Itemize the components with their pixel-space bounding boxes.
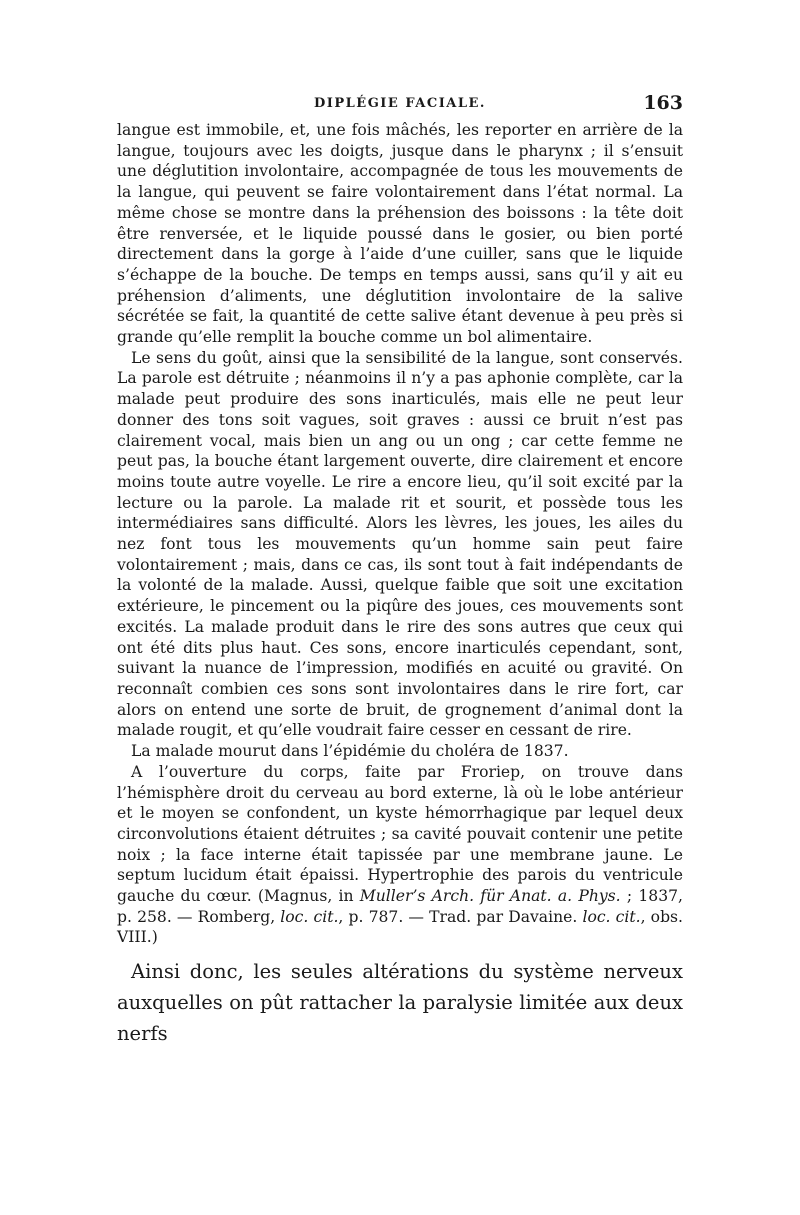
paragraph-speech: Le sens du goût, ainsi que la sensibilité de la langue, sont conservés. La parole est détruite ; néanmoins il n’y a pas aphonie complète, car la malade peut produire des sons inarticulés, mais elle ne peut leur donner des tons soit vagues, soit graves : aussi ce bruit n’est pas clairement vocal, mais bien un ang ou un ong ; car cette femme ne peut pas, la bouche étant largement ouverte, dire clairement et encore moins toute autre voyelle. Le rire a encore lieu, qu’il soit excité par la lecture ou la parole. La malade rit et sourit, et possède tous les intermédiaires sans difficulté. Alors les lèvres, les joues, les ailes du nez font tous les mouvements qu’un homme sain peut faire volontairement ; mais, dans ce cas, ils sont tout à fait indépendants de la volonté de la malade. Aussi, quelque faible que soit une excitation extérieure, le pincement ou la piqûre des joues, ces mouvements sont excités. La malade produit dans le rire des sons autres que ceux qui ont été dits plus haut. Ces sons, encore inarticulés cependant, sont, suivant la nuance de l’impression, modifiés en acuité ou gravité. On reconnaît combien ces sons sont involontaires dans le rire fort, car alors on entend une sorte de bruit, de grognement d’animal dont la malade rougit, et qu’elle voudrait faire cesser en cessant de rire.	[117, 348, 683, 740]
paragraph-autopsy	[117, 762, 683, 948]
paragraph-continuation: langue est immobile, et, une fois mâchés, les reporter en arrière de la langue, toujours avec les doigts, jusque dans le pharynx ; il s’ensuit une déglutition involontaire, accompagnée de tous les mouvements de la langue, qui peuvent se faire volontairement dans l’état normal. La même chose se montre dans la préhension des boissons : la tête doit être renversée, et le liquide poussé dans le gosier, ou bien porté directement dans la gorge à l’aide d’une cuiller, sans que le liquide s’échappe de la bouche. De temps en temps aussi, sans qu’il y ait eu préhension d’aliments, une déglutition involontaire de la salive sécrétée se fait, la quantité de cette salive étant devenue à peu près si grande qu’elle remplit la bouche comme un bol alimentaire.	[117, 121, 683, 347]
reference-loc-cit-1: loc. cit.	[280, 907, 339, 926]
running-title: DIPLÉGIE FACIALE.	[314, 96, 486, 111]
reference-tail-1: ; 1837, p. 258. — Romberg,	[117, 887, 683, 926]
book-page	[117, 92, 683, 1049]
autopsy-lead: A l’ouverture du corps, faite par Froriep, on trouve dans l’hémisphère droit du cerveau au bord externe, là où le lobe antérieur et le moyen se confondent, un kyste hémorrhagique par lequel deux circonvolutions étaient détruites ; sa cavité pouvait contenir une petite noix ; la face interne était tapissée par une membrane jaune. Le septum lucidum était épaissi. Hypertrophie des parois du ventricule gauche du cœur. (Magnus, in	[117, 762, 683, 906]
paragraph-death: La malade mourut dans l’épidémie du choléra de 1837.	[131, 742, 569, 761]
reference-tail-3: , obs. VIII.)	[117, 907, 684, 947]
reference-tail-2: , p. 787. — Trad. par Davaine.	[338, 907, 583, 926]
reference-loc-cit-2: loc. cit.	[582, 907, 641, 926]
body-text	[117, 120, 683, 948]
reference-title: Muller’s Arch. für Anat. a. Phys.	[359, 887, 621, 906]
page-number: 163	[643, 92, 683, 114]
running-head	[117, 92, 683, 116]
closing-paragraph: Ainsi donc, les seules altérations du système nerveux auxquelles on pût rattacher la paralysie limitée aux deux nerfs	[117, 960, 683, 1046]
